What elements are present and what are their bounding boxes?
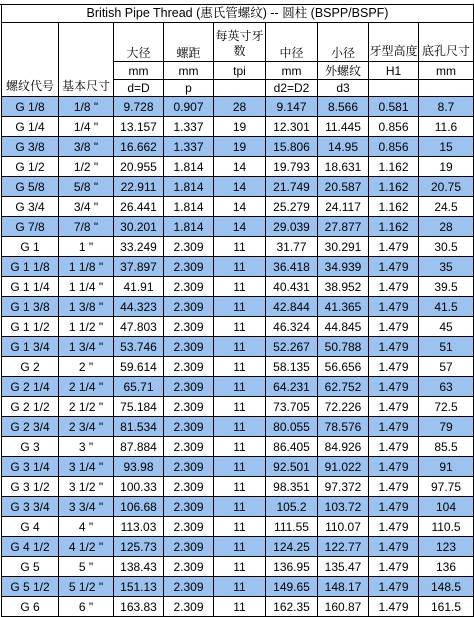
cell-pitch-diameter: 40.431 [266,277,318,297]
symbol-minor-diameter: d3 [318,80,369,97]
cell-tpi: 11 [214,437,266,457]
cell-major-diameter: 100.33 [114,477,164,497]
symbol-pitch: p [164,80,214,97]
cell-pitch: 2.309 [164,297,214,317]
cell-tpi: 11 [214,557,266,577]
cell-pitch: 0.907 [164,97,214,117]
table-row [2,237,474,257]
cell-thread-height: 1.479 [369,557,419,577]
cell-minor-diameter: 27.877 [318,217,369,237]
cell-thread-height: 0.856 [369,137,419,157]
cell-major-diameter: 26.441 [114,197,164,217]
cell-pitch-diameter: 9.147 [266,97,318,117]
cell-minor-diameter: 41.365 [318,297,369,317]
table-row [2,157,474,177]
cell-nominal-size: 5 " [59,557,114,577]
table-row [2,297,474,317]
cell-major-diameter: 163.83 [114,597,164,617]
cell-tpi: 11 [214,457,266,477]
cell-minor-diameter: 103.72 [318,497,369,517]
cell-pitch-diameter: 73.705 [266,397,318,417]
cell-thread-height: 1.479 [369,537,419,557]
cell-minor-diameter: 110.07 [318,517,369,537]
cell-nominal-size: 2 3/4 " [59,417,114,437]
cell-tpi: 14 [214,177,266,197]
cell-tpi: 11 [214,357,266,377]
cell-tap-drill: 91 [419,457,474,477]
header-nominal-size: 基本尺寸 [59,23,114,97]
cell-pitch-diameter: 46.324 [266,317,318,337]
cell-thread-height: 1.162 [369,197,419,217]
cell-major-diameter: 151.13 [114,577,164,597]
cell-thread-height: 1.162 [369,217,419,237]
unit-pitch-diameter: mm [266,62,318,80]
cell-tap-drill: 8.7 [419,97,474,117]
cell-pitch-diameter: 98.351 [266,477,318,497]
cell-pitch-diameter: 80.055 [266,417,318,437]
cell-pitch: 1.814 [164,157,214,177]
table-row [2,257,474,277]
cell-pitch: 2.309 [164,317,214,337]
unit-pitch: mm [164,62,214,80]
symbol-tpi-empty [214,80,266,97]
cell-pitch-diameter: 149.65 [266,577,318,597]
cell-pitch: 2.309 [164,537,214,557]
symbol-pitch-diameter: d2=D2 [266,80,318,97]
cell-tap-drill: 15 [419,137,474,157]
cell-tap-drill: 110.5 [419,517,474,537]
table-row [2,217,474,237]
cell-designation: G 1/8 [2,97,59,117]
cell-tpi: 11 [214,537,266,557]
cell-tap-drill: 45 [419,317,474,337]
cell-tap-drill: 19 [419,157,474,177]
cell-minor-diameter: 50.788 [318,337,369,357]
cell-pitch-diameter: 29.039 [266,217,318,237]
table-row [2,457,474,477]
cell-tpi: 11 [214,577,266,597]
cell-thread-height: 1.479 [369,577,419,597]
cell-pitch: 2.309 [164,337,214,357]
cell-nominal-size: 1/8 " [59,97,114,117]
cell-tap-drill: 72.5 [419,397,474,417]
table-row [2,397,474,417]
cell-thread-height: 1.479 [369,377,419,397]
cell-minor-diameter: 78.576 [318,417,369,437]
cell-major-diameter: 22.911 [114,177,164,197]
cell-major-diameter: 138.43 [114,557,164,577]
cell-pitch-diameter: 86.405 [266,437,318,457]
cell-nominal-size: 1 1/8 " [59,257,114,277]
cell-designation: G 1/4 [2,117,59,137]
cell-minor-diameter: 62.752 [318,377,369,397]
cell-major-diameter: 106.68 [114,497,164,517]
cell-pitch-diameter: 58.135 [266,357,318,377]
cell-pitch: 2.309 [164,417,214,437]
table-row [2,277,474,297]
cell-designation: G 1 1/2 [2,317,59,337]
table-row [2,317,474,337]
cell-major-diameter: 37.897 [114,257,164,277]
cell-pitch: 2.309 [164,257,214,277]
table-row [2,437,474,457]
cell-tap-drill: 11.6 [419,117,474,137]
cell-tpi: 11 [214,477,266,497]
cell-minor-diameter: 24.117 [318,197,369,217]
cell-tpi: 14 [214,197,266,217]
cell-nominal-size: 3 1/4 " [59,457,114,477]
cell-tpi: 11 [214,297,266,317]
cell-nominal-size: 1 " [59,237,114,257]
cell-pitch: 2.309 [164,457,214,477]
table-row [2,337,474,357]
cell-tap-drill: 161.5 [419,597,474,617]
cell-pitch-diameter: 21.749 [266,177,318,197]
cell-major-diameter: 13.157 [114,117,164,137]
bspp-thread-table [1,4,474,617]
cell-major-diameter: 47.803 [114,317,164,337]
cell-pitch-diameter: 124.25 [266,537,318,557]
cell-pitch-diameter: 92.501 [266,457,318,477]
cell-designation: G 3/4 [2,197,59,217]
cell-designation: G 2 1/4 [2,377,59,397]
table-row [2,197,474,217]
table-row [2,477,474,497]
cell-pitch: 1.814 [164,217,214,237]
cell-minor-diameter: 44.845 [318,317,369,337]
cell-nominal-size: 7/8 " [59,217,114,237]
cell-designation: G 1 [2,237,59,257]
cell-tpi: 11 [214,277,266,297]
cell-pitch-diameter: 36.418 [266,257,318,277]
table-row [2,357,474,377]
cell-thread-height: 1.479 [369,437,419,457]
cell-pitch-diameter: 42.844 [266,297,318,317]
header-pitch-diameter: 中径 [266,23,318,62]
cell-minor-diameter: 18.631 [318,157,369,177]
cell-nominal-size: 3 1/2 " [59,477,114,497]
cell-tap-drill: 39.5 [419,277,474,297]
cell-thread-height: 1.479 [369,257,419,277]
header-tpi: 每英寸牙数 [214,23,266,62]
cell-pitch-diameter: 31.77 [266,237,318,257]
unit-major-diameter: mm [114,62,164,80]
cell-designation: G 5 1/2 [2,577,59,597]
cell-tap-drill: 41.5 [419,297,474,317]
cell-pitch-diameter: 15.806 [266,137,318,157]
cell-minor-diameter: 56.656 [318,357,369,377]
cell-nominal-size: 1 1/2 " [59,317,114,337]
cell-tpi: 11 [214,237,266,257]
cell-designation: G 3 3/4 [2,497,59,517]
cell-pitch: 1.337 [164,117,214,137]
symbol-tap-drill-empty [419,80,474,97]
cell-pitch: 1.814 [164,177,214,197]
cell-minor-diameter: 34.939 [318,257,369,277]
cell-thread-height: 1.162 [369,157,419,177]
cell-major-diameter: 59.614 [114,357,164,377]
table-row [2,597,474,617]
unit-minor-diameter: 外螺纹 [318,62,369,80]
cell-minor-diameter: 30.291 [318,237,369,257]
cell-tap-drill: 104 [419,497,474,517]
table-row [2,417,474,437]
cell-nominal-size: 1/2 " [59,157,114,177]
cell-nominal-size: 3 3/4 " [59,497,114,517]
cell-tpi: 14 [214,217,266,237]
cell-thread-height: 0.581 [369,97,419,117]
cell-designation: G 5 [2,557,59,577]
header-thread-height: 牙型高度 [369,23,419,62]
table-row [2,557,474,577]
cell-minor-diameter: 160.87 [318,597,369,617]
cell-designation: G 1 1/8 [2,257,59,277]
cell-thread-height: 1.479 [369,397,419,417]
cell-designation: G 2 [2,357,59,377]
cell-nominal-size: 2 1/2 " [59,397,114,417]
cell-thread-height: 1.479 [369,477,419,497]
table-row [2,97,474,117]
cell-major-diameter: 93.98 [114,457,164,477]
cell-pitch-diameter: 52.267 [266,337,318,357]
cell-minor-diameter: 72.226 [318,397,369,417]
cell-minor-diameter: 148.17 [318,577,369,597]
header-major-diameter: 大径 [114,23,164,62]
cell-minor-diameter: 135.47 [318,557,369,577]
cell-minor-diameter: 97.372 [318,477,369,497]
cell-pitch-diameter: 162.35 [266,597,318,617]
cell-pitch: 1.337 [164,137,214,157]
cell-tap-drill: 24.5 [419,197,474,217]
cell-designation: G 4 [2,517,59,537]
unit-thread-height: H1 [369,62,419,80]
cell-tpi: 11 [214,337,266,357]
table-row [2,377,474,397]
cell-designation: G 2 1/2 [2,397,59,417]
cell-designation: G 3 1/4 [2,457,59,477]
cell-nominal-size: 5 1/2 " [59,577,114,597]
cell-pitch-diameter: 105.2 [266,497,318,517]
cell-major-diameter: 41.91 [114,277,164,297]
cell-pitch-diameter: 25.279 [266,197,318,217]
table-row [2,497,474,517]
cell-pitch: 2.309 [164,597,214,617]
cell-designation: G 6 [2,597,59,617]
cell-tap-drill: 35 [419,257,474,277]
cell-minor-diameter: 122.77 [318,537,369,557]
cell-tap-drill: 85.5 [419,437,474,457]
cell-designation: G 3 [2,437,59,457]
header-designation: 螺纹代号 [2,23,59,97]
cell-major-diameter: 30.201 [114,217,164,237]
cell-tap-drill: 57 [419,357,474,377]
cell-pitch: 2.309 [164,397,214,417]
cell-pitch-diameter: 64.231 [266,377,318,397]
header-tap-drill: 底孔尺寸 [419,23,474,62]
cell-designation: G 4 1/2 [2,537,59,557]
cell-thread-height: 1.162 [369,177,419,197]
cell-tpi: 19 [214,117,266,137]
cell-tap-drill: 28 [419,217,474,237]
cell-nominal-size: 2 1/4 " [59,377,114,397]
cell-designation: G 3 1/2 [2,477,59,497]
cell-nominal-size: 3/8 " [59,137,114,157]
cell-pitch: 2.309 [164,237,214,257]
cell-thread-height: 1.479 [369,297,419,317]
cell-minor-diameter: 20.587 [318,177,369,197]
cell-nominal-size: 3/4 " [59,197,114,217]
cell-tpi: 11 [214,597,266,617]
cell-designation: G 3/8 [2,137,59,157]
cell-thread-height: 1.479 [369,317,419,337]
cell-tpi: 11 [214,317,266,337]
cell-pitch: 2.309 [164,477,214,497]
table-body [2,97,474,617]
cell-thread-height: 1.479 [369,237,419,257]
cell-minor-diameter: 8.566 [318,97,369,117]
cell-major-diameter: 75.184 [114,397,164,417]
cell-tap-drill: 30.5 [419,237,474,257]
unit-tpi: tpi [214,62,266,80]
cell-tpi: 19 [214,137,266,157]
cell-tap-drill: 97.75 [419,477,474,497]
symbol-major-diameter: d=D [114,80,164,97]
header-pitch: 螺距 [164,23,214,62]
table-row [2,537,474,557]
cell-pitch: 1.814 [164,197,214,217]
cell-thread-height: 1.479 [369,457,419,477]
cell-tpi: 11 [214,257,266,277]
cell-nominal-size: 1 3/8 " [59,297,114,317]
cell-tap-drill: 123 [419,537,474,557]
cell-pitch-diameter: 136.95 [266,557,318,577]
cell-thread-height: 1.479 [369,357,419,377]
cell-designation: G 1 3/4 [2,337,59,357]
cell-pitch-diameter: 19.793 [266,157,318,177]
cell-tap-drill: 79 [419,417,474,437]
cell-major-diameter: 33.249 [114,237,164,257]
cell-major-diameter: 113.03 [114,517,164,537]
table-row [2,577,474,597]
cell-thread-height: 1.479 [369,277,419,297]
cell-tap-drill: 63 [419,377,474,397]
cell-pitch: 2.309 [164,497,214,517]
cell-major-diameter: 125.73 [114,537,164,557]
cell-pitch: 2.309 [164,517,214,537]
cell-major-diameter: 9.728 [114,97,164,117]
cell-nominal-size: 2 " [59,357,114,377]
cell-thread-height: 1.479 [369,497,419,517]
cell-tap-drill: 51 [419,337,474,357]
cell-thread-height: 0.856 [369,117,419,137]
cell-major-diameter: 20.955 [114,157,164,177]
table-row [2,517,474,537]
cell-designation: G 5/8 [2,177,59,197]
cell-minor-diameter: 84.926 [318,437,369,457]
cell-major-diameter: 87.884 [114,437,164,457]
cell-minor-diameter: 14.95 [318,137,369,157]
cell-pitch-diameter: 12.301 [266,117,318,137]
cell-pitch: 2.309 [164,557,214,577]
cell-designation: G 7/8 [2,217,59,237]
cell-thread-height: 1.479 [369,597,419,617]
cell-nominal-size: 4 " [59,517,114,537]
cell-pitch: 2.309 [164,357,214,377]
cell-major-diameter: 53.746 [114,337,164,357]
cell-designation: G 2 3/4 [2,417,59,437]
cell-tpi: 11 [214,397,266,417]
cell-thread-height: 1.479 [369,417,419,437]
cell-major-diameter: 65.71 [114,377,164,397]
cell-nominal-size: 3 " [59,437,114,457]
cell-designation: G 1/2 [2,157,59,177]
cell-nominal-size: 4 1/2 " [59,537,114,557]
cell-major-diameter: 44.323 [114,297,164,317]
cell-tpi: 14 [214,157,266,177]
cell-major-diameter: 16.662 [114,137,164,157]
cell-nominal-size: 1 3/4 " [59,337,114,357]
cell-nominal-size: 1/4 " [59,117,114,137]
cell-thread-height: 1.479 [369,337,419,357]
cell-major-diameter: 81.534 [114,417,164,437]
symbol-thread-height-empty [369,80,419,97]
cell-minor-diameter: 11.445 [318,117,369,137]
cell-designation: G 1 3/8 [2,297,59,317]
cell-minor-diameter: 91.022 [318,457,369,477]
unit-tap-drill: mm [419,62,474,80]
cell-tap-drill: 20.75 [419,177,474,197]
cell-nominal-size: 1 1/4 " [59,277,114,297]
cell-tap-drill: 148.5 [419,577,474,597]
cell-pitch: 2.309 [164,437,214,457]
cell-thread-height: 1.479 [369,517,419,537]
cell-minor-diameter: 38.952 [318,277,369,297]
cell-tpi: 11 [214,377,266,397]
table-row [2,117,474,137]
cell-nominal-size: 5/8 " [59,177,114,197]
cell-pitch: 2.309 [164,377,214,397]
cell-tap-drill: 136 [419,557,474,577]
cell-pitch-diameter: 111.55 [266,517,318,537]
table-title: British Pipe Thread (惠氏管螺纹) -- 圆柱 (BSPP/BSPF) [2,5,474,23]
cell-tpi: 28 [214,97,266,117]
cell-designation: G 1 1/4 [2,277,59,297]
cell-nominal-size: 6 " [59,597,114,617]
cell-pitch: 2.309 [164,577,214,597]
table-row [2,137,474,157]
header-minor-diameter: 小径 [318,23,369,62]
cell-tpi: 11 [214,497,266,517]
table-row [2,177,474,197]
cell-pitch: 2.309 [164,277,214,297]
cell-tpi: 11 [214,517,266,537]
cell-tpi: 11 [214,417,266,437]
